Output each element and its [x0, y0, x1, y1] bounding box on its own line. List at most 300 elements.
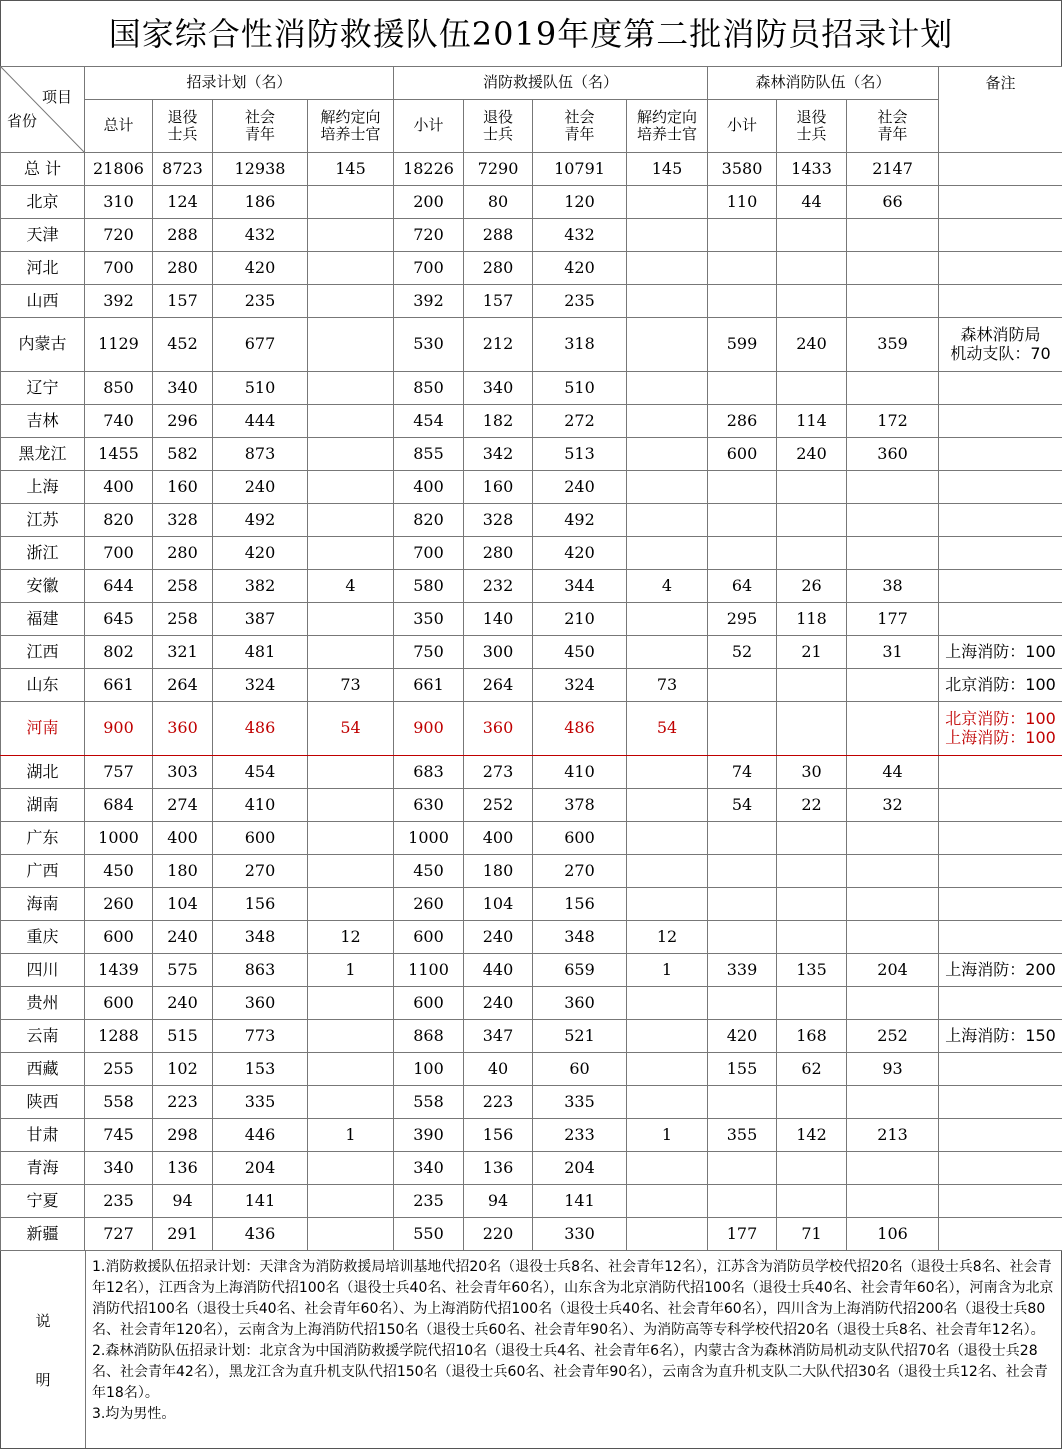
value-cell: 200 [394, 186, 464, 219]
value-cell [627, 537, 708, 570]
remark-cell [939, 888, 1062, 921]
value-cell: 348 [213, 921, 308, 954]
value-cell: 177 [847, 603, 939, 636]
value-cell: 599 [708, 318, 777, 372]
province-cell: 重庆 [1, 921, 85, 954]
subheader-forest-1: 退役 士兵 [777, 100, 847, 153]
value-cell: 141 [533, 1185, 627, 1218]
value-cell: 420 [533, 537, 627, 570]
value-cell: 240 [464, 921, 533, 954]
explanation-paragraph-3: 3.均为男性。 [92, 1404, 1055, 1425]
remark-cell [939, 153, 1062, 186]
value-cell: 102 [153, 1053, 213, 1086]
value-cell: 492 [533, 504, 627, 537]
province-cell: 西藏 [1, 1053, 85, 1086]
value-cell: 521 [533, 1020, 627, 1053]
table-row [1, 1152, 1062, 1185]
value-cell [708, 1185, 777, 1218]
value-cell: 273 [464, 756, 533, 789]
value-cell [847, 285, 939, 318]
value-cell: 454 [213, 756, 308, 789]
province-cell: 吉林 [1, 405, 85, 438]
value-cell: 296 [153, 405, 213, 438]
remark-cell [939, 570, 1062, 603]
explanation-text [86, 1251, 1061, 1448]
remark-cell [939, 186, 1062, 219]
value-cell: 272 [533, 405, 627, 438]
value-cell: 104 [464, 888, 533, 921]
value-cell: 8723 [153, 153, 213, 186]
value-cell: 94 [464, 1185, 533, 1218]
remark-cell [939, 537, 1062, 570]
value-cell: 683 [394, 756, 464, 789]
value-cell [308, 372, 394, 405]
value-cell: 420 [533, 252, 627, 285]
value-cell: 392 [85, 285, 153, 318]
value-cell: 274 [153, 789, 213, 822]
province-cell: 广西 [1, 855, 85, 888]
value-cell: 661 [394, 669, 464, 702]
table-row [1, 1053, 1062, 1086]
value-cell: 135 [777, 954, 847, 987]
value-cell [708, 669, 777, 702]
subheader-fire-1: 退役 士兵 [464, 100, 533, 153]
value-cell [627, 372, 708, 405]
value-cell [777, 219, 847, 252]
value-cell: 93 [847, 1053, 939, 1086]
table-row [1, 570, 1062, 603]
diagonal-line [1, 67, 84, 152]
value-cell [308, 603, 394, 636]
value-cell: 360 [847, 438, 939, 471]
group-header-fire-rescue: 消防救援队伍（名） [394, 67, 708, 100]
value-cell [708, 537, 777, 570]
value-cell [308, 822, 394, 855]
province-cell: 内蒙古 [1, 318, 85, 372]
value-cell: 340 [85, 1152, 153, 1185]
value-cell: 1000 [85, 822, 153, 855]
value-cell: 873 [213, 438, 308, 471]
province-cell: 北京 [1, 186, 85, 219]
value-cell: 64 [708, 570, 777, 603]
value-cell [308, 987, 394, 1020]
province-cell: 安徽 [1, 570, 85, 603]
subheader-fire-3: 解约定向 培养士官 [627, 100, 708, 153]
value-cell: 240 [777, 438, 847, 471]
value-cell: 291 [153, 1218, 213, 1251]
province-cell: 湖南 [1, 789, 85, 822]
value-cell: 600 [85, 921, 153, 954]
value-cell: 38 [847, 570, 939, 603]
value-cell: 486 [213, 702, 308, 756]
value-cell [308, 252, 394, 285]
value-cell: 378 [533, 789, 627, 822]
province-cell: 黑龙江 [1, 438, 85, 471]
value-cell [308, 504, 394, 537]
remark-cell [939, 603, 1062, 636]
subheader-forest-2: 社会 青年 [847, 100, 939, 153]
table-row [1, 921, 1062, 954]
value-cell: 235 [85, 1185, 153, 1218]
value-cell: 258 [153, 603, 213, 636]
value-cell: 355 [708, 1119, 777, 1152]
value-cell: 110 [708, 186, 777, 219]
value-cell: 235 [533, 285, 627, 318]
value-cell [627, 756, 708, 789]
value-cell: 26 [777, 570, 847, 603]
value-cell: 550 [394, 1218, 464, 1251]
value-cell [708, 921, 777, 954]
table-row [1, 636, 1062, 669]
value-cell: 295 [708, 603, 777, 636]
value-cell: 31 [847, 636, 939, 669]
value-cell: 145 [627, 153, 708, 186]
table-row [1, 789, 1062, 822]
value-cell: 677 [213, 318, 308, 372]
value-cell: 12938 [213, 153, 308, 186]
value-cell: 446 [213, 1119, 308, 1152]
value-cell: 410 [533, 756, 627, 789]
province-cell: 广东 [1, 822, 85, 855]
value-cell [627, 318, 708, 372]
value-cell [708, 219, 777, 252]
table-row [1, 186, 1062, 219]
subheader-forest-0: 小计 [708, 100, 777, 153]
subheader-plan-3: 解约定向 培养士官 [308, 100, 394, 153]
value-cell [708, 1152, 777, 1185]
value-cell: 136 [153, 1152, 213, 1185]
value-cell: 360 [533, 987, 627, 1020]
table-row [1, 822, 1062, 855]
value-cell: 582 [153, 438, 213, 471]
value-cell: 260 [394, 888, 464, 921]
value-cell: 1455 [85, 438, 153, 471]
value-cell: 400 [394, 471, 464, 504]
table-row [1, 438, 1062, 471]
value-cell: 868 [394, 1020, 464, 1053]
remark-cell [939, 1086, 1062, 1119]
value-cell: 820 [85, 504, 153, 537]
value-cell: 600 [213, 822, 308, 855]
value-cell: 450 [533, 636, 627, 669]
value-cell: 727 [85, 1218, 153, 1251]
value-cell: 60 [533, 1053, 627, 1086]
value-cell [627, 636, 708, 669]
value-cell: 344 [533, 570, 627, 603]
value-cell [308, 318, 394, 372]
value-cell: 71 [777, 1218, 847, 1251]
value-cell [708, 822, 777, 855]
value-cell [847, 252, 939, 285]
value-cell [627, 285, 708, 318]
value-cell: 1 [308, 1119, 394, 1152]
value-cell: 360 [464, 702, 533, 756]
value-cell: 400 [153, 822, 213, 855]
value-cell [847, 987, 939, 1020]
page-title: 国家综合性消防救援队伍2019年度第二批消防员招录计划 [0, 0, 1062, 66]
value-cell: 10791 [533, 153, 627, 186]
value-cell [847, 822, 939, 855]
value-cell: 1000 [394, 822, 464, 855]
value-cell [627, 603, 708, 636]
value-cell: 22 [777, 789, 847, 822]
value-cell: 513 [533, 438, 627, 471]
value-cell [708, 987, 777, 1020]
value-cell: 240 [213, 471, 308, 504]
value-cell: 66 [847, 186, 939, 219]
remark-cell: 森林消防局 机动支队：70 [939, 318, 1062, 372]
explanation-label-2: 明 [35, 1369, 50, 1390]
value-cell: 600 [394, 921, 464, 954]
value-cell: 420 [213, 252, 308, 285]
value-cell: 745 [85, 1119, 153, 1152]
value-cell: 270 [213, 855, 308, 888]
value-cell: 156 [213, 888, 308, 921]
value-cell: 204 [533, 1152, 627, 1185]
value-cell: 141 [213, 1185, 308, 1218]
remark-cell: 上海消防：150 [939, 1020, 1062, 1053]
value-cell [627, 855, 708, 888]
value-cell: 264 [153, 669, 213, 702]
value-cell: 40 [464, 1053, 533, 1086]
value-cell [627, 822, 708, 855]
table-row [1, 702, 1062, 756]
value-cell [308, 405, 394, 438]
value-cell: 172 [847, 405, 939, 438]
value-cell: 644 [85, 570, 153, 603]
province-cell: 福建 [1, 603, 85, 636]
item-label: 项目 [42, 89, 72, 106]
value-cell: 288 [464, 219, 533, 252]
value-cell: 1433 [777, 153, 847, 186]
subheader-plan-2: 社会 青年 [213, 100, 308, 153]
value-cell: 802 [85, 636, 153, 669]
group-header-remarks: 备注 [939, 67, 1062, 153]
remark-cell [939, 252, 1062, 285]
value-cell [627, 471, 708, 504]
value-cell: 661 [85, 669, 153, 702]
subheader-plan-1: 退役 士兵 [153, 100, 213, 153]
value-cell: 328 [464, 504, 533, 537]
table-row [1, 603, 1062, 636]
value-cell: 486 [533, 702, 627, 756]
value-cell: 80 [464, 186, 533, 219]
value-cell: 153 [213, 1053, 308, 1086]
value-cell: 232 [464, 570, 533, 603]
province-cell: 浙江 [1, 537, 85, 570]
province-cell: 宁夏 [1, 1185, 85, 1218]
value-cell: 510 [533, 372, 627, 405]
value-cell [777, 921, 847, 954]
value-cell: 7290 [464, 153, 533, 186]
value-cell [308, 186, 394, 219]
value-cell: 260 [85, 888, 153, 921]
value-cell: 124 [153, 186, 213, 219]
value-cell: 515 [153, 1020, 213, 1053]
table-row [1, 285, 1062, 318]
value-cell: 382 [213, 570, 308, 603]
value-cell [708, 504, 777, 537]
value-cell: 700 [394, 252, 464, 285]
province-cell: 河北 [1, 252, 85, 285]
value-cell: 210 [533, 603, 627, 636]
value-cell: 12 [308, 921, 394, 954]
value-cell [308, 1152, 394, 1185]
value-cell: 220 [464, 1218, 533, 1251]
province-cell: 天津 [1, 219, 85, 252]
value-cell: 94 [153, 1185, 213, 1218]
value-cell: 492 [213, 504, 308, 537]
value-cell [627, 1152, 708, 1185]
value-cell: 340 [464, 372, 533, 405]
value-cell: 2147 [847, 153, 939, 186]
subheader-fire-0: 小计 [394, 100, 464, 153]
value-cell: 324 [533, 669, 627, 702]
value-cell [308, 636, 394, 669]
value-cell: 700 [85, 537, 153, 570]
remark-cell [939, 987, 1062, 1020]
province-cell: 青海 [1, 1152, 85, 1185]
value-cell: 156 [533, 888, 627, 921]
remark-cell: 上海消防：200 [939, 954, 1062, 987]
value-cell: 235 [394, 1185, 464, 1218]
table-row [1, 405, 1062, 438]
value-cell [308, 1185, 394, 1218]
value-cell: 145 [308, 153, 394, 186]
value-cell [708, 888, 777, 921]
value-cell: 324 [213, 669, 308, 702]
explanation-label [1, 1251, 86, 1448]
value-cell [308, 1053, 394, 1086]
value-cell: 339 [708, 954, 777, 987]
value-cell: 155 [708, 1053, 777, 1086]
table-row [1, 1086, 1062, 1119]
value-cell: 52 [708, 636, 777, 669]
value-cell: 106 [847, 1218, 939, 1251]
value-cell: 233 [533, 1119, 627, 1152]
explanation-paragraph-2: 2.森林消防队伍招录计划：北京含为中国消防救援学院代招10名（退役士兵4名、社会青年6名），内蒙古含为森林消防局机动支队代招70名（退役士兵28名、社会青年42名），黑龙江含为直升机支队代招150名（退役士兵60名、社会青年90名），云南含为直升机支队二大队代招30名（退役士兵12名、社会青年18名）。 [92, 1341, 1055, 1404]
value-cell: 114 [777, 405, 847, 438]
value-cell: 280 [153, 252, 213, 285]
table-row [1, 1020, 1062, 1053]
value-cell: 850 [85, 372, 153, 405]
value-cell: 73 [308, 669, 394, 702]
value-cell: 454 [394, 405, 464, 438]
value-cell: 900 [394, 702, 464, 756]
value-cell [708, 252, 777, 285]
value-cell: 182 [464, 405, 533, 438]
value-cell: 213 [847, 1119, 939, 1152]
value-cell: 392 [394, 285, 464, 318]
value-cell: 360 [213, 987, 308, 1020]
value-cell: 212 [464, 318, 533, 372]
value-cell: 12 [627, 921, 708, 954]
table-row [1, 1119, 1062, 1152]
remark-cell [939, 438, 1062, 471]
value-cell: 820 [394, 504, 464, 537]
value-cell: 318 [533, 318, 627, 372]
value-cell: 659 [533, 954, 627, 987]
table-row [1, 252, 1062, 285]
remark-cell [939, 921, 1062, 954]
value-cell [708, 855, 777, 888]
table-row [1, 1218, 1062, 1251]
value-cell [777, 855, 847, 888]
value-cell [627, 219, 708, 252]
value-cell: 21806 [85, 153, 153, 186]
value-cell [847, 372, 939, 405]
value-cell: 420 [213, 537, 308, 570]
value-cell: 350 [394, 603, 464, 636]
value-cell: 900 [85, 702, 153, 756]
value-cell: 54 [627, 702, 708, 756]
value-cell [777, 888, 847, 921]
value-cell: 432 [213, 219, 308, 252]
value-cell: 340 [153, 372, 213, 405]
table-row [1, 1185, 1062, 1218]
value-cell [308, 285, 394, 318]
explanation-label-1: 说 [35, 1310, 50, 1331]
value-cell [777, 702, 847, 756]
value-cell: 1 [308, 954, 394, 987]
subheader-plan-0: 总计 [85, 100, 153, 153]
value-cell: 223 [153, 1086, 213, 1119]
value-cell [627, 789, 708, 822]
value-cell [777, 285, 847, 318]
group-header-forest: 森林消防队伍（名） [708, 67, 939, 100]
value-cell [627, 1218, 708, 1251]
value-cell: 204 [847, 954, 939, 987]
value-cell: 359 [847, 318, 939, 372]
value-cell: 481 [213, 636, 308, 669]
value-cell: 410 [213, 789, 308, 822]
value-cell [627, 1185, 708, 1218]
value-cell: 863 [213, 954, 308, 987]
value-cell: 286 [708, 405, 777, 438]
recruitment-table [0, 66, 1062, 1251]
remark-cell [939, 756, 1062, 789]
value-cell [627, 405, 708, 438]
value-cell: 255 [85, 1053, 153, 1086]
value-cell [627, 1020, 708, 1053]
value-cell [777, 987, 847, 1020]
group-header-plan: 招录计划（名） [85, 67, 394, 100]
value-cell: 720 [394, 219, 464, 252]
value-cell: 436 [213, 1218, 308, 1251]
remark-cell: 北京消防：100 [939, 669, 1062, 702]
province-cell: 陕西 [1, 1086, 85, 1119]
value-cell: 280 [153, 537, 213, 570]
value-cell [708, 1086, 777, 1119]
header-diagonal-cell [1, 67, 85, 153]
value-cell: 558 [85, 1086, 153, 1119]
value-cell [777, 1185, 847, 1218]
value-cell: 335 [213, 1086, 308, 1119]
value-cell: 100 [394, 1053, 464, 1086]
value-cell: 303 [153, 756, 213, 789]
remark-cell [939, 855, 1062, 888]
province-cell: 湖北 [1, 756, 85, 789]
value-cell: 684 [85, 789, 153, 822]
remark-cell [939, 1152, 1062, 1185]
table-row [1, 219, 1062, 252]
value-cell: 347 [464, 1020, 533, 1053]
explanation-paragraph-1: 1.消防救援队伍招录计划：天津含为消防救援局培训基地代招20名（退役士兵8名、社会青年12名），江苏含为消防员学校代招20名（退役士兵8名、社会青年12名），江西含为上海消防代招100名（退役士兵40名、社会青年60名），山东含为北京消防代招100名（退役士兵40名、社会青年60名），河南含为北京消防代招100名（退役士兵40名、社会青年60名）、为上海消防代招100名（退役士兵40名、社会青年60名），四川含为上海消防代招200名（退役士兵80名、社会青年120名），云南含为上海消防代招150名（退役士兵60名、社会青年90名）、为消防高等专科学校代招20名（退役士兵8名、社会青年12名）。 [92, 1257, 1055, 1341]
province-cell: 上海 [1, 471, 85, 504]
province-label: 省份 [7, 113, 37, 130]
value-cell: 300 [464, 636, 533, 669]
value-cell [777, 822, 847, 855]
